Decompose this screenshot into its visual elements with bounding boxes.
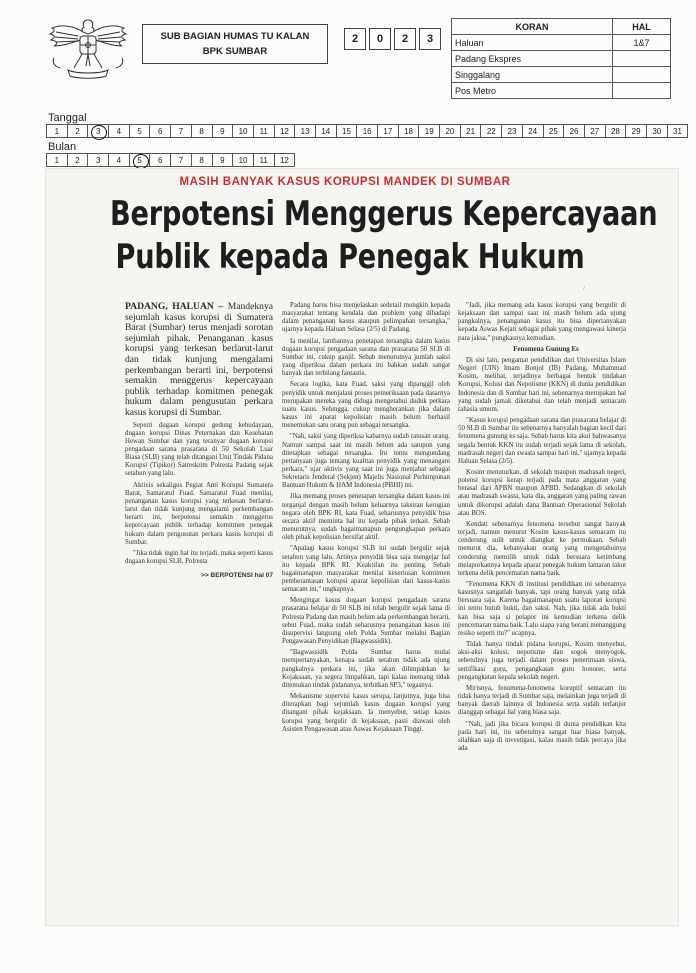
bulan-label: Bulan — [48, 141, 77, 153]
page-number — [613, 51, 671, 67]
paragraph: Mekanisme supervisi kasus serupa, lanjutnya, juga bisa diterapkan bagi sejumlah kasus dugaan korupsi yang ditangani pihak kejaksaan. Ia menyebut, setiap kasus korupsi yang bergulir di kejaksaan, pasti diawasi oleh Asisten Pengawasan atau Aswas Kejaksaan Tinggi. — [282, 693, 450, 733]
paragraph: Tidak hanya tindak pidana korupsi, Kosim menyebut, aksi-aksi kolusi, nepotisme dan sogok menyogok, sebetulnya juga terjadi dalam proses penerimaan siswa, sertifikasi guru, pengangkatan guru honorer, serta pengangkatan kepala sekolah negeri. — [458, 641, 626, 681]
tanggal-cell: 12 — [275, 124, 296, 138]
paragraph: "Jika tidak ingin hal itu terjadi, maka seperti kasus dugaan korupsi SLB, Polresta — [125, 549, 273, 566]
bulan-cell: 7 — [171, 153, 192, 167]
tanggal-cell: 13 — [295, 124, 316, 138]
lede-text: Mandeknya sejumlah kasus korupsi di Sumatera Barat (Sumbar) terus menjadi sorotan sejumlah pihak. Penanganan kasus korupsi yang terkesan berlarut-larut dan tidak kunjung mengalami perkembangan berarti ini, berpotensi semakin menggerus kepercayaan publik terhadap komitmen penegak hukum dalam pengusutan perkara kasus korupsi di Sumbar. — [125, 302, 273, 418]
paragraph: Kendati sebenarnya fenomena tersebut sangat banyak terjadi, namun menurut Kosim kasus-kasus semacam itu cenderung sulit untuk diangkat ke permukaan. Sebab menurut dia, kebanyakan orang yang mengetahuinya cenderung memilih untuk tidak bersuara ketimbang melaporkannya kepada aparat penegak hukum lantaran takut terkena delik pencemaran nama baik. — [458, 520, 626, 577]
tanggal-cell: 15 — [337, 124, 358, 138]
bulan-cell: 3 — [88, 153, 109, 167]
tanggal-cell: 30 — [647, 124, 668, 138]
article-column-3 — [458, 302, 626, 924]
table-row — [452, 51, 671, 67]
tanggal-cell: 2 — [68, 124, 89, 138]
paragraph: "Bagwassidik Polda Sumbar harus mulai mempertanyakan, kenapa sudah setahun tidak ada ujung pangkalnya perkara ini, jika akan dilimpahkan ke Kejaksaan, ya segera limpahkan, tapi kalau memang tidak ditemukan tindak pidananya, terbitkan SP3," tegasnya. — [282, 649, 450, 689]
table-row — [452, 35, 671, 51]
tanggal-cell: 29 — [626, 124, 647, 138]
tanggal-cell: 1 — [47, 124, 68, 138]
paragraph: Padang harus bisa menjelaskan sedetail mungkin kepada masyarakat tentang kendala dan problem yang dihadapi dalam penanganan kasus ataupun pelimpahan tersangka," ujarnya kepada Haluan Selasa (2/5) di Padang. — [282, 302, 450, 334]
tanggal-label: Tanggal — [48, 112, 87, 124]
koran-table — [451, 18, 671, 99]
bulan-cell: 2 — [68, 153, 89, 167]
paragraph: Di sisi lain, pengamat pendidikan dari Universitas Islam Negeri (UIN) Imam Bonjol (IB) Padang, Muhammad Kosim, melihat, terjadinya berbagai bentuk tindakan Korupsi, Kolusi dan Nepotisme (KKN) di dunia pendidikan Indonesia dan di Sumbar hari ini, sebenarnya merupakan hal yang sudah jamak diketahui dan telah menjadi semacam rahasia umum. — [458, 356, 626, 413]
garuda-emblem-icon — [46, 12, 130, 82]
tanggal-cell: 5 — [130, 124, 151, 138]
newspaper-name: Haluan — [452, 35, 613, 51]
page-number — [613, 83, 671, 99]
paragraph: "Jadi, jika memang ada kasus korupsi yang bergulir di kejaksaan dan sampai saat ini masih belum ada ujung pangkalnya, penanganan kasus itu bisa dipertanyakan kepada Aswas Kejati sebagai pihak yang mengawasi kinerja para jaksa," pungkasnya kemudian. — [458, 302, 626, 342]
paragraph: "Apalagi kasus korupsi SLB ini sudah bergulir sejak setahun yang lalu. Artinya penyidik bisa saja mengejar hal itu kepada BPK RI. Keaktifan itu penting. Sebab bagaimanapun masyarakat menilai keseriusan komitmen pemberantasan korupsi aparat kepolisian dari kasus-kasus semacam ini," ungkapnya. — [282, 545, 450, 594]
paragraph: "Fenomena KKN di institusi pendidikan ini sebenarnya kasusnya sangatlah banyak, tapi orang banyak yang tidak bersuara saja. Karena bagaimanapun suatu laporan korupsi ini tentu butuh bukti, dan saksi. Nah, jika tidak ada bukti kan bisa saja si pelapor ini kemudian terkena delik pencemaran nama baik. Lalu siapa yang berani menanggung resiko seperti itu?" ucapnya. — [458, 581, 626, 637]
article-headline — [110, 193, 658, 279]
year-digit: 2 — [394, 28, 416, 50]
bulan-cell: 12 — [275, 153, 296, 167]
article-subhead: Fenomena Gunung Es — [513, 345, 579, 353]
year-boxes — [344, 28, 441, 50]
headline-line-2: Publik kepada Penegak Hukum — [115, 237, 585, 277]
office-line-1: SUB BAGIAN HUMAS TU KALAN — [160, 31, 310, 42]
bulan-cell: 6 — [150, 153, 171, 167]
tanggal-cell: 3 — [88, 124, 109, 138]
newspaper-name: Pos Metro — [452, 83, 613, 99]
paragraph: Mengingat kasus dugaan korupsi pengadaan sarana prasarana belajar di 50 SLB ini telah bergulir sejak lama di Polresta Padang dan masih belum ada perkembangan berarti, sebut Fuad, maka sudah seharusnya penanganan kasus ini disupervisi langsung oleh Polda Sumbar melalui Bagian Pengawasan Penyidikan (Bagwassidik). — [282, 597, 450, 646]
year-digit: 0 — [369, 28, 391, 50]
tanggal-cell: 19 — [419, 124, 440, 138]
tanggal-cell: 4 — [109, 124, 130, 138]
paragraph: Jika memang proses penetapan tersangka dalam kasus ini terganjal dengan masih belum keluarnya taksiran kerugian negara oleh BPK RI, kata Fuad, seharusnya penyidik bisa secara aktif meminta hal itu kepada pihak terkait. Sebab menurutnya, sudah bagaimanapun pengungkapan perkara oleh pihak kepolisian bersifat aktif. — [282, 493, 450, 542]
clipping-mark: ⁄ — [583, 285, 586, 293]
koran-header: KORAN — [452, 19, 613, 35]
paragraph: Mirisnya, fenomena-fenomena koruptif semacam itu tidak hanya terjadi di Sumbar saja, melainkan juga terjadi di banyak daerah lainnya di Indonesia serta sudah terlanjur dianggap sebagai hal yang biasa saja. — [458, 684, 626, 717]
table-row — [452, 83, 671, 99]
paragraph: Seperti dugaan korupsi gedung kebudayaan, dugaan korupsi Dinas Peternakan dan Kesehatan Hewan Sumbar dan yang teranyar dugaan korupsi pengadaan sarana prasarana di 50 Sekolah Luar Biasa (SLB) yang telah ditangani Unit Tindak Pidana Korupsi (Tipikor) Satreskrim Polresta Padang sejak setahun yang lalu. — [125, 421, 273, 478]
article-column-2 — [282, 302, 450, 924]
paragraph: Aktivis sekaligus Pegiat Anti Korupsi Sumatera Barat, Samaratul Fuad. Samaratul Fuad menilai, penanganan kasus korupsi yang terkesan berlarut-larut dan tidak kunjung mengalami perkembangan berarti ini, berpotensi semakin menggerus kepercayaan publik terhadap komitmen penegak hukum dalam pengusutan perkara kasus korupsi di Sumbar. — [125, 481, 273, 546]
paragraph: "Kasus korupsi pengadaan sarana dan prasarana belajar di 50 SLB di Sumbar itu sebenarnya hanyalah bagian kecil dari fenomena gunung es saja. Sebab harus kita akui bahwasanya segala bentuk KKN itu sudah terjadi sejak lama di sekolah, madrasah negeri dan swasta sampai hari ini," ujarnya kepada Haluan Selasa (2/5). — [458, 417, 626, 465]
tanggal-cell: 28 — [606, 124, 627, 138]
tanggal-cell: 27 — [585, 124, 606, 138]
page-number — [613, 67, 671, 83]
page-number: 1&7 — [613, 35, 671, 51]
bulan-cell: 10 — [233, 153, 254, 167]
office-line-2: BPK SUMBAR — [202, 46, 268, 57]
tanggal-cell: 8 — [192, 124, 213, 138]
tanggal-cell: 10 — [233, 124, 254, 138]
bulan-grid — [46, 153, 295, 167]
bulan-cell: 8 — [192, 153, 213, 167]
tanggal-cell: 17 — [378, 124, 399, 138]
tanggal-cell: 21 — [461, 124, 482, 138]
bulan-cell: 11 — [254, 153, 275, 167]
tanggal-cell: 11 — [254, 124, 275, 138]
bulan-cell: 4 — [109, 153, 130, 167]
article-column-1 — [125, 302, 273, 822]
article-lede — [125, 302, 273, 419]
tanggal-cell: 7 — [171, 124, 192, 138]
office-label-box — [142, 24, 328, 64]
paragraph: Kosim menuturkan, di sekolah maupun madrasah negeri, potensi korupsi kerap terjadi pada mata anggaran yang berasal dari APBN maupun APBD. Sedangkan di sekolah atau madrasah swasta, kata dia, anggaran yang paling rawan untuk dikorupsi adalah dana Bantuan Operasional Sekolah atau BOS. — [458, 468, 626, 517]
newspaper-name: Singgalang — [452, 67, 613, 83]
year-digit: 3 — [419, 28, 441, 50]
headline-line-1: Berpotensi Menggerus Kepercayaan — [110, 194, 658, 234]
tanggal-cell: 18 — [399, 124, 420, 138]
tanggal-cell: 24 — [523, 124, 544, 138]
tanggal-cell: 16 — [357, 124, 378, 138]
article-kicker: MASIH BANYAK KASUS KORUPSI MANDEK DI SUMBAR — [179, 176, 511, 188]
tanggal-cell: 14 — [316, 124, 337, 138]
bulan-cell: 5 — [130, 153, 151, 167]
year-digit: 2 — [344, 28, 366, 50]
paragraph: "Nah, jadi jika bicara korupsi di dunia pendidikan kita pada hari ini, itu sebetulnya sangat luar biasa banyak, silahkan saja di investigasi, kalau masih tidak percaya jika ada — [458, 720, 626, 752]
hal-header: HAL — [613, 19, 671, 35]
tanggal-cell: 22 — [481, 124, 502, 138]
tanggal-cell: 26 — [564, 124, 585, 138]
tanggal-cell: 9 — [213, 124, 234, 138]
bulan-cell: 9 — [213, 153, 234, 167]
tanggal-grid — [46, 124, 688, 138]
continued-marker: >> BERPOTENSI hal 07 — [201, 572, 273, 580]
bulan-cell: 1 — [47, 153, 68, 167]
tanggal-cell: 20 — [440, 124, 461, 138]
tanggal-cell: 23 — [502, 124, 523, 138]
paragraph: Secara logika, kata Fuad, saksi yang dipanggil oleh penyidik untuk menjalani proses pemeriksaan pada dasarnya merupakan mereka yang diduga mengetahui duduk perkara suatu kasus. Sehingga, cukup mengherankan jika dalam kasus ini aparat kepolisian masih belum berhasil menemukan satu orang pun sebagai tersangka. — [282, 381, 450, 430]
paragraph: Ia menilai, lambannya penetapan tersangka dalam kasus dugaan korupsi pengadaan sarana dan prasarana 50 SLB di Sumbar ini, cukup ganjil. Sebab menurutnya jumlah saksi yang diperiksa dalam perkara ini bahkan sudah sangat banyak dan terbilang fantastis. — [282, 337, 450, 378]
tanggal-cell: 25 — [544, 124, 565, 138]
paragraph: "Nah, saksi yang diperiksa kabarnya sudah ratusan orang. Namun sampai saat ini masih belum ada satupun yang ditetapkan sebagai tersangka. Ini tentu mengundang pertanyaan juga tentang kualitas penyidik yang menangani perkara," ujar aktivis yang saat ini juga menjabat sebagai Sekretaris Jenderal (Sekjen) Majelis Nasional Perhimpunan Bantuan Hukum & HAM Indonesia (PBHI) ini. — [282, 433, 450, 490]
newspaper-name: Padang Ekspres — [452, 51, 613, 67]
dateline: PADANG, HALUAN – — [125, 302, 224, 312]
tanggal-cell: 31 — [668, 124, 689, 138]
tanggal-cell: 6 — [150, 124, 171, 138]
table-row — [452, 67, 671, 83]
